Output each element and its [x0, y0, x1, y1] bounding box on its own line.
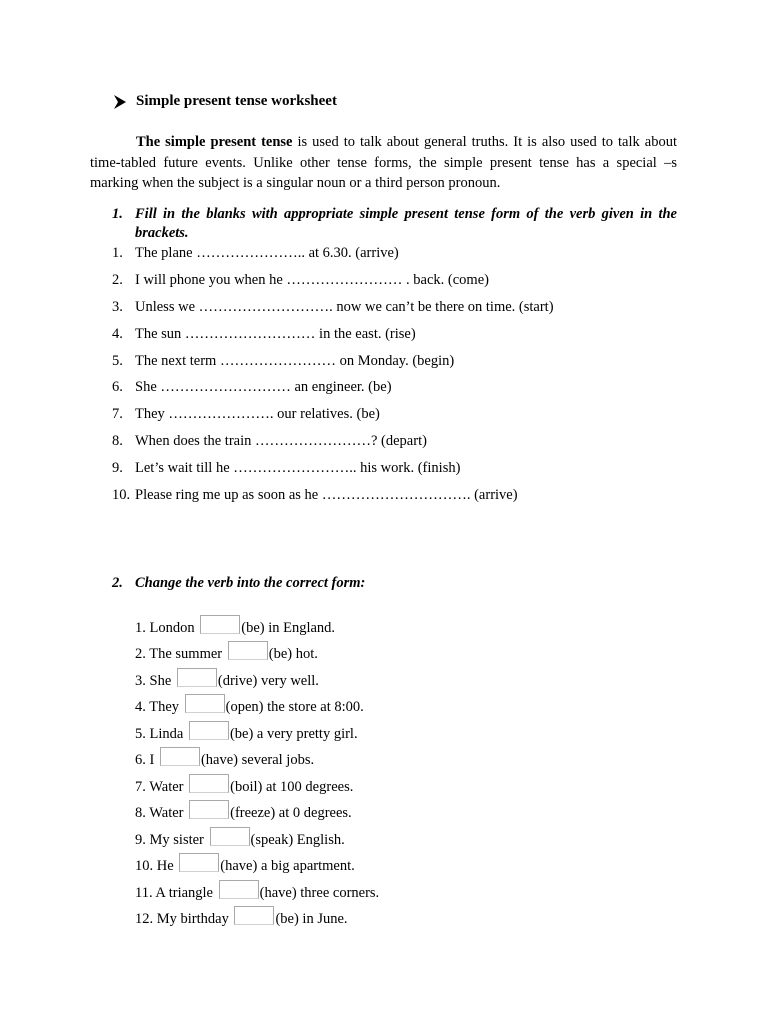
answer-box[interactable] — [234, 906, 274, 925]
item-prefix: 1. London — [135, 619, 199, 636]
item-prefix: 8. Water — [135, 805, 188, 821]
list-item — [112, 458, 554, 485]
list-item — [112, 485, 554, 512]
answer-box[interactable] — [228, 641, 268, 660]
list-item — [135, 769, 379, 796]
section-1-instruction: Fill in the blanks with appropriate simple present tense form of the verb given in the brackets. — [135, 206, 677, 241]
item-text: When does the train ……………………? (depart) — [135, 433, 427, 450]
list-item — [135, 822, 379, 849]
list-item — [112, 431, 554, 458]
item-number: 1. — [112, 245, 123, 261]
answer-box[interactable] — [185, 694, 225, 713]
arrow-bullet-icon — [112, 94, 128, 110]
section-2-instruction: Change the verb into the correct form: — [135, 575, 366, 591]
list-item — [135, 637, 379, 664]
item-number: 4. — [112, 325, 123, 342]
list-item — [112, 351, 554, 378]
section-1-number: 1. — [112, 206, 123, 222]
list-item — [135, 690, 379, 717]
item-suffix: (freeze) at 0 degrees. — [230, 805, 352, 821]
list-item — [135, 716, 379, 743]
item-text: The plane ………………….. at 6.30. (arrive) — [135, 245, 399, 261]
item-prefix: 3. She — [135, 672, 175, 689]
answer-box[interactable] — [189, 774, 229, 793]
list-item — [135, 743, 379, 770]
section-2-list — [135, 610, 379, 928]
list-item — [135, 849, 379, 876]
item-number: 5. — [112, 352, 123, 369]
section-1-list — [112, 243, 554, 512]
list-item — [112, 324, 554, 351]
item-prefix: 6. I — [135, 752, 158, 768]
list-item — [112, 270, 554, 297]
intro-text: is used to talk about general truths. It is also used to talk about time-tabled future events. Unlike other tense forms, the simple present tense has a special –s marking when the subject is a singular noun or a third person pronoun. — [90, 134, 677, 191]
answer-box[interactable] — [189, 800, 229, 819]
item-suffix: (have) three corners. — [259, 884, 380, 901]
item-suffix: (boil) at 100 degrees. — [230, 778, 354, 795]
list-item — [135, 796, 379, 823]
list-item — [135, 663, 379, 690]
list-item — [112, 377, 554, 404]
item-number: 10. — [112, 487, 131, 504]
list-item — [112, 297, 554, 324]
item-prefix: 10. He — [135, 858, 178, 874]
item-text: Please ring me up as soon as he …………………………. (arrive) — [135, 487, 518, 504]
list-item — [112, 243, 554, 270]
worksheet-title: Simple present tense worksheet — [136, 93, 337, 109]
worksheet-heading — [112, 93, 337, 110]
list-item — [135, 610, 379, 637]
item-number: 2. — [112, 271, 123, 288]
item-suffix: (drive) very well. — [217, 672, 319, 689]
answer-box[interactable] — [179, 853, 219, 872]
item-number: 9. — [112, 460, 123, 477]
item-suffix: (be) hot. — [268, 646, 318, 662]
item-suffix: (speak) English. — [250, 831, 345, 848]
item-prefix: 4. They — [135, 699, 183, 715]
answer-box[interactable] — [200, 615, 240, 634]
list-item — [135, 875, 379, 902]
item-number: 3. — [112, 298, 123, 315]
item-prefix: 11. A triangle — [135, 884, 217, 901]
intro-paragraph — [90, 132, 677, 194]
answer-box[interactable] — [177, 668, 217, 687]
item-suffix: (be) in June. — [275, 911, 348, 927]
item-text: Let’s wait till he …………………….. his work. (finish) — [135, 460, 461, 477]
answer-box[interactable] — [160, 747, 200, 766]
answer-box[interactable] — [219, 880, 259, 899]
item-text: Unless we ………………………. now we can’t be there on time. (start) — [135, 298, 554, 315]
item-suffix: (be) a very pretty girl. — [229, 725, 358, 742]
item-number: 6. — [112, 379, 123, 396]
item-suffix: (be) in England. — [241, 619, 336, 636]
section-2-number: 2. — [112, 575, 123, 591]
item-prefix: 12. My birthday — [135, 911, 233, 927]
list-item — [135, 902, 379, 929]
item-suffix: (have) a big apartment. — [220, 858, 355, 874]
answer-box[interactable] — [210, 827, 250, 846]
item-number: 8. — [112, 433, 123, 450]
section-1-heading — [112, 205, 677, 243]
item-text: They …………………. our relatives. (be) — [135, 406, 380, 423]
item-prefix: 7. Water — [135, 778, 188, 795]
item-prefix: 9. My sister — [135, 831, 208, 848]
item-suffix: (have) several jobs. — [200, 752, 315, 768]
item-number: 7. — [112, 406, 123, 423]
item-text: She ……………………… an engineer. (be) — [135, 379, 392, 396]
item-text: The next term …………………… on Monday. (begin) — [135, 352, 455, 369]
section-2-heading — [112, 575, 365, 592]
intro-term: The simple present tense — [136, 134, 293, 150]
list-item — [112, 404, 554, 431]
item-text: I will phone you when he …………………… . back. (come) — [135, 271, 489, 288]
answer-box[interactable] — [189, 721, 229, 740]
item-prefix: 5. Linda — [135, 725, 187, 742]
item-suffix: (open) the store at 8:00. — [225, 699, 364, 715]
item-text: The sun ……………………… in the east. (rise) — [135, 325, 416, 342]
item-prefix: 2. The summer — [135, 646, 226, 662]
